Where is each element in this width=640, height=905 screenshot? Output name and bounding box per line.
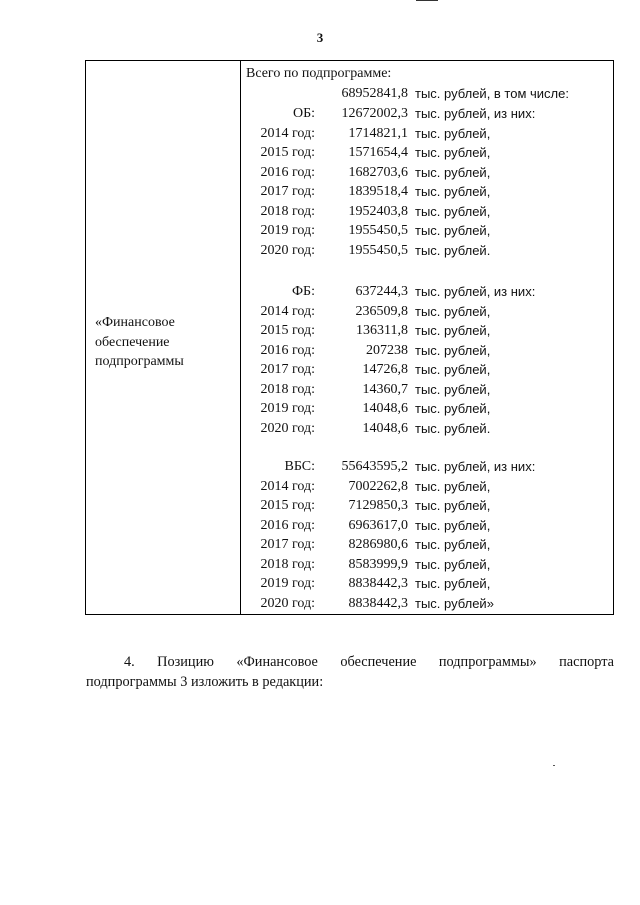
- year-value: 14726,8: [362, 362, 408, 377]
- year-label: 2020 год:: [260, 420, 315, 436]
- year-label: 2020 год:: [260, 595, 315, 611]
- year-unit: тыс. рублей,: [415, 342, 491, 358]
- year-label: 2019 год:: [260, 401, 315, 416]
- year-label: 2016 год:: [260, 517, 315, 533]
- year-unit: тыс. рублей,: [415, 303, 491, 319]
- section-unit: тыс. рублей, из них:: [415, 459, 536, 474]
- year-value: 1571654,4: [348, 145, 408, 160]
- section-label: ОБ:: [292, 106, 315, 121]
- year-label: 2014 год:: [260, 478, 315, 494]
- year-label: 2014 год:: [260, 303, 315, 319]
- paragraph-line-2: подпрограммы 3 изложить в редакции:: [86, 674, 324, 690]
- year-value: 8286980,6: [348, 537, 408, 552]
- paragraph-line-1: 4. Позицию «Финансовое обеспечение подпрограммы» паспорта: [124, 654, 614, 670]
- section-value: 55643595,2: [341, 459, 408, 474]
- year-value: 207238: [366, 342, 408, 358]
- section-label: ВБС:: [284, 459, 315, 474]
- year-value: 1955450,5: [348, 223, 408, 238]
- financing-table: [85, 60, 614, 615]
- amendment-paragraph: [86, 652, 614, 692]
- top-edge-mark: [416, 0, 438, 1]
- year-value: 6963617,0: [348, 517, 408, 533]
- year-value: 1714821,1: [348, 125, 408, 141]
- total-value: 68952841,8: [341, 86, 408, 101]
- year-value: 1955450,5: [348, 242, 408, 258]
- section-label: ФБ:: [292, 284, 315, 299]
- year-unit: тыс. рублей,: [415, 145, 491, 160]
- year-label: 2016 год:: [260, 164, 315, 180]
- year-label: 2017 год:: [260, 362, 315, 377]
- year-label: 2015 год:: [260, 498, 315, 513]
- year-unit: тыс. рублей,: [415, 323, 491, 338]
- section-unit: тыс. рублей, из них:: [415, 284, 536, 299]
- year-unit: тыс. рублей,: [415, 517, 491, 533]
- year-value: 14048,6: [362, 401, 408, 416]
- row-label-line: обеспечение: [95, 334, 170, 350]
- year-unit: тыс. рублей,: [415, 203, 491, 219]
- year-value: 1682703,6: [348, 164, 408, 180]
- section-value: 12672002,3: [341, 106, 408, 121]
- stray-dot: [553, 765, 555, 766]
- year-label: 2014 год:: [260, 125, 315, 141]
- year-label: 2015 год:: [260, 145, 315, 160]
- total-unit: тыс. рублей, в том числе:: [415, 86, 569, 101]
- section-value: 637244,3: [355, 284, 408, 299]
- year-unit: тыс. рублей,: [415, 478, 491, 494]
- year-value: 7129850,3: [348, 498, 408, 513]
- row-label-line: подпрограммы: [95, 354, 184, 369]
- year-unit: тыс. рублей,: [415, 381, 491, 397]
- year-unit: тыс. рублей,: [415, 537, 491, 552]
- year-unit: тыс. рублей,: [415, 125, 491, 141]
- row-label-line: «Финансовое: [95, 315, 175, 330]
- year-label: 2017 год:: [260, 184, 315, 199]
- year-value: 136311,8: [356, 323, 408, 338]
- year-unit: тыс. рублей»: [415, 595, 494, 611]
- year-unit: тыс. рублей,: [415, 401, 491, 416]
- year-label: 2017 год:: [260, 537, 315, 552]
- year-label: 2020 год:: [260, 242, 315, 258]
- year-value: 8838442,3: [348, 595, 408, 611]
- year-unit: тыс. рублей.: [415, 242, 491, 258]
- year-value: 14048,6: [362, 420, 408, 436]
- year-value: 1952403,8: [348, 203, 408, 219]
- section-unit: тыс. рублей, из них:: [415, 106, 536, 121]
- year-value: 7002262,8: [348, 478, 408, 494]
- year-value: 14360,7: [362, 381, 408, 397]
- year-label: 2019 год:: [260, 223, 315, 238]
- year-label: 2016 год:: [260, 342, 315, 358]
- year-unit: тыс. рублей.: [415, 420, 491, 436]
- year-label: 2015 год:: [260, 323, 315, 338]
- page-number: 3: [316, 30, 324, 45]
- year-unit: тыс. рублей,: [415, 576, 491, 591]
- total-header: Всего по подпрограмме:: [246, 66, 392, 81]
- year-value: 8583999,9: [348, 556, 408, 572]
- year-unit: тыс. рублей,: [415, 164, 491, 180]
- year-value: 8838442,3: [348, 576, 408, 591]
- year-unit: тыс. рублей,: [415, 362, 491, 377]
- year-value: 1839518,4: [348, 184, 408, 199]
- year-unit: тыс. рублей,: [415, 223, 491, 238]
- year-value: 236509,8: [355, 303, 408, 319]
- year-label: 2018 год:: [260, 381, 315, 397]
- year-label: 2018 год:: [260, 556, 315, 572]
- year-unit: тыс. рублей,: [415, 556, 491, 572]
- year-unit: тыс. рублей,: [415, 184, 491, 199]
- year-label: 2018 год:: [260, 203, 315, 219]
- year-label: 2019 год:: [260, 576, 315, 591]
- row-label: [95, 313, 235, 372]
- year-unit: тыс. рублей,: [415, 498, 491, 513]
